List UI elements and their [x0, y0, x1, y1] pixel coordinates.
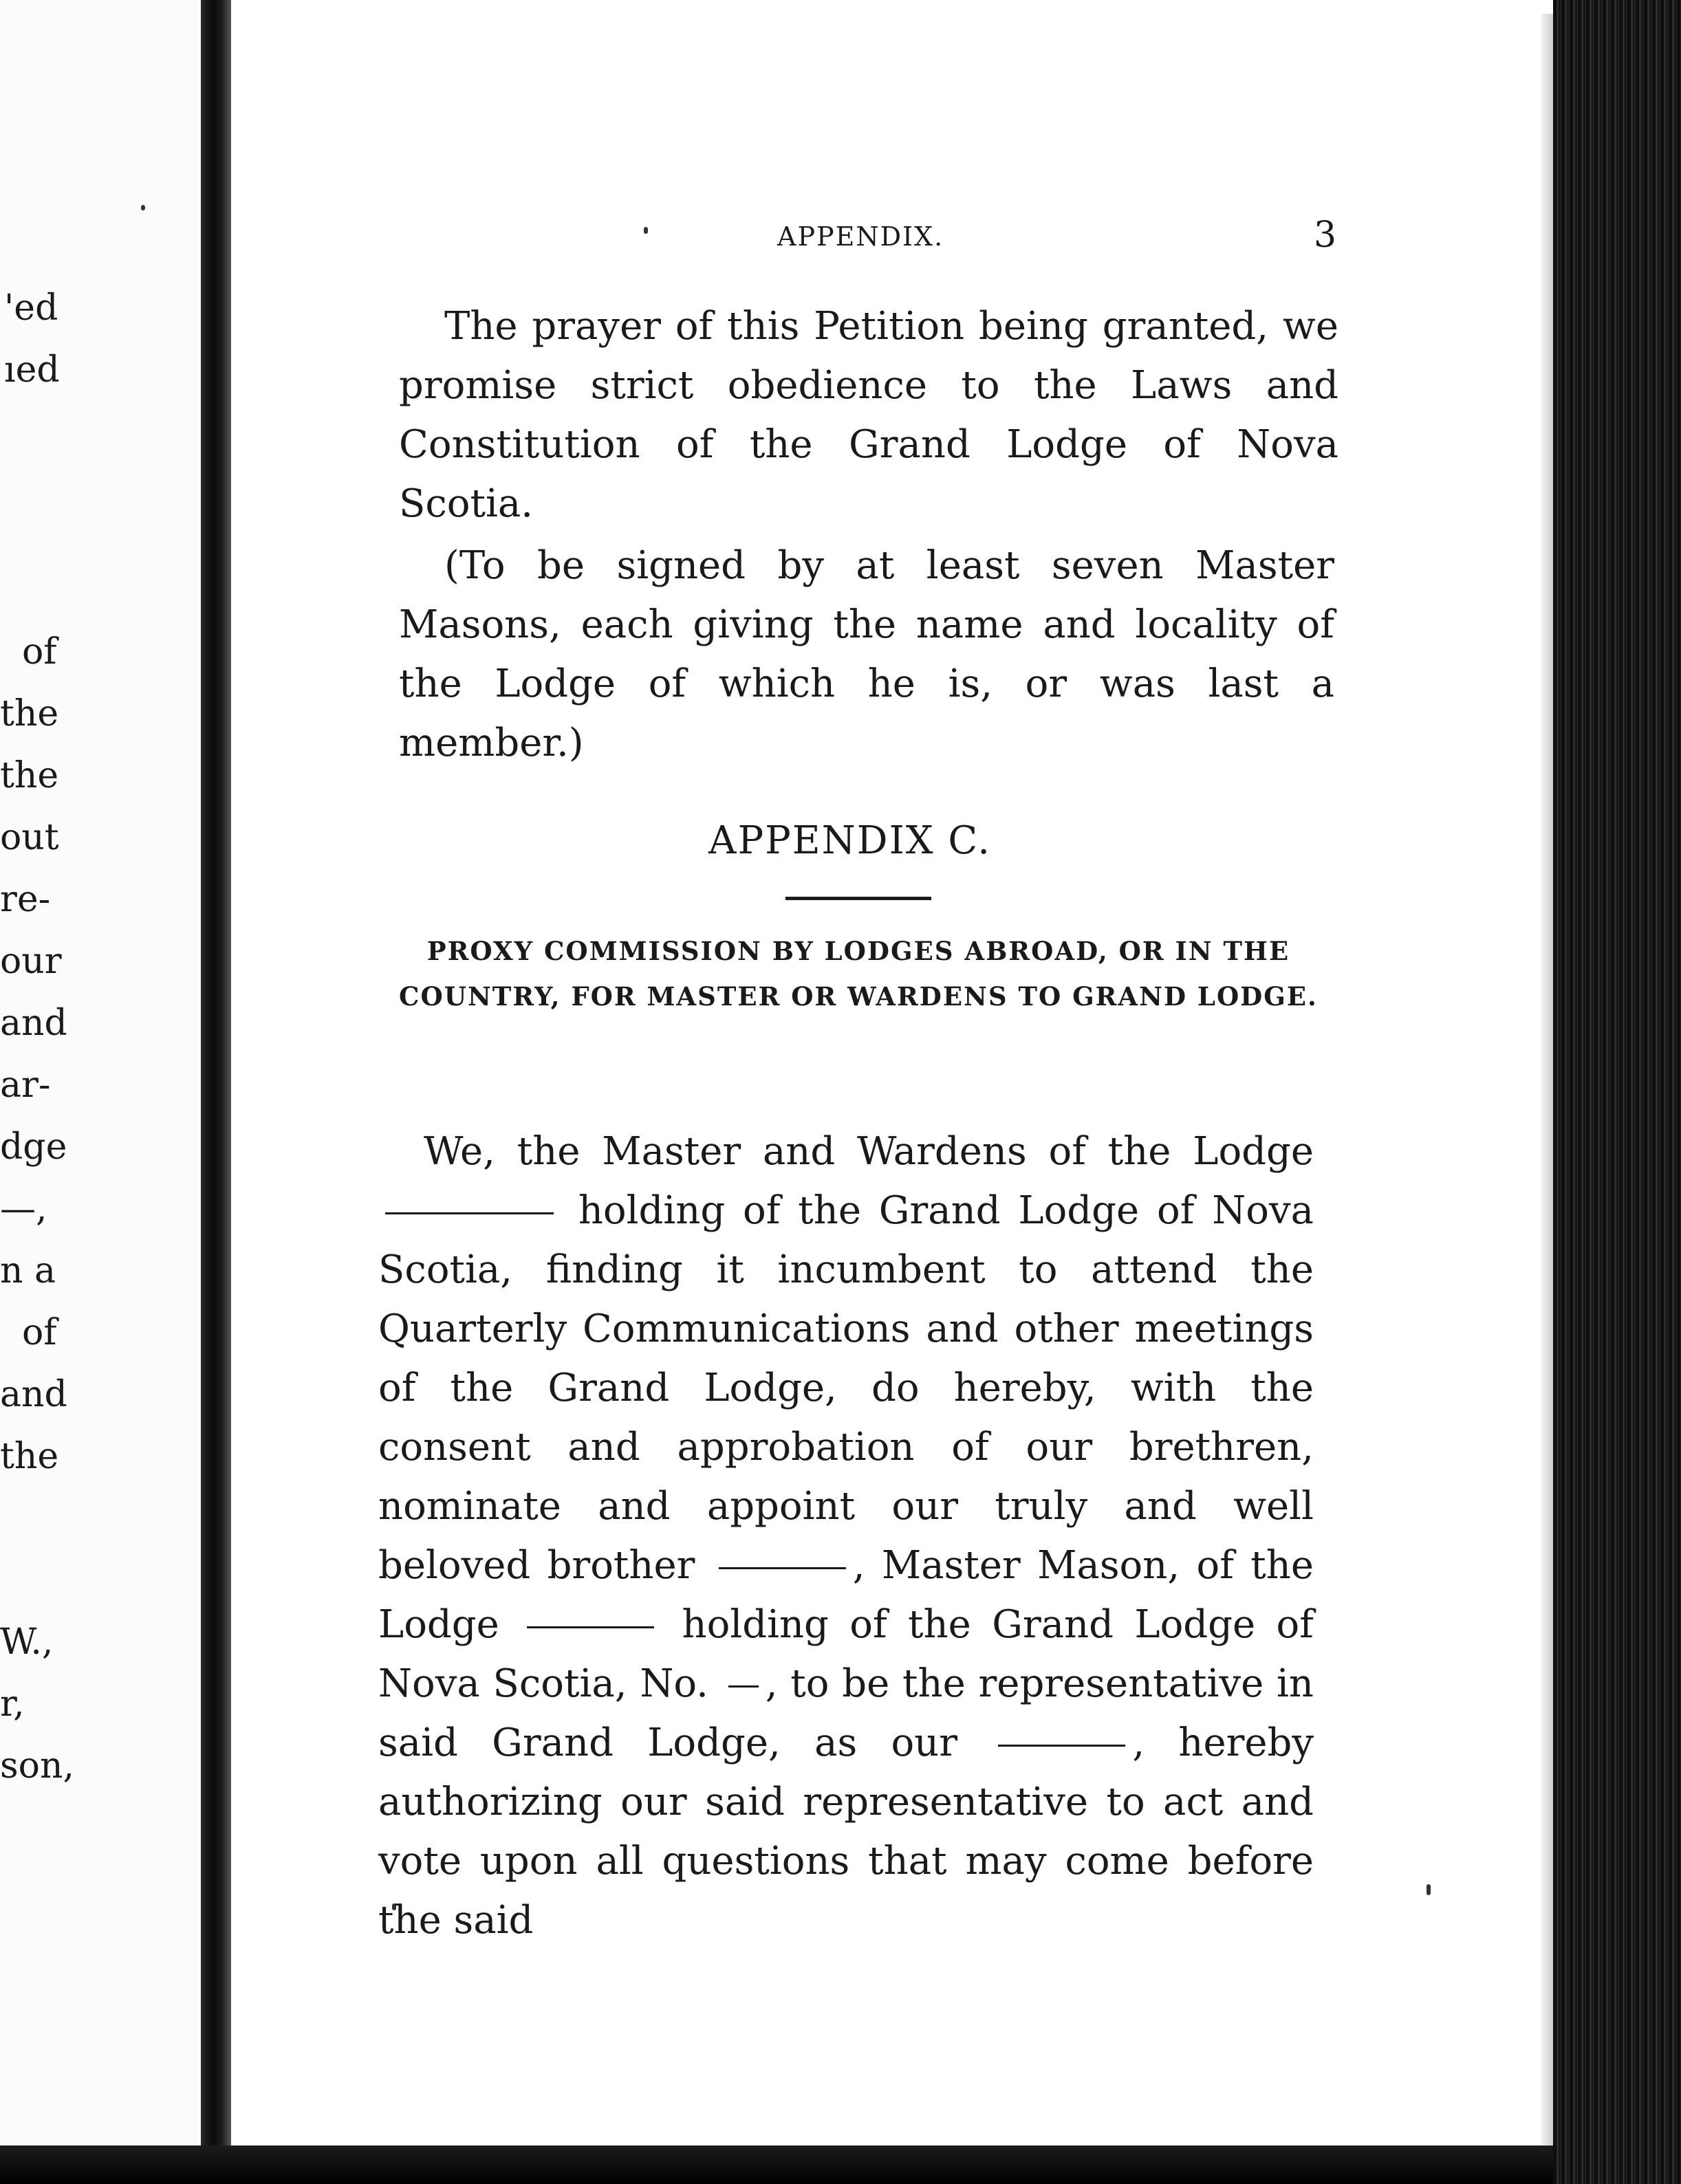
facing-page — [0, 0, 201, 2184]
left-page-fragment: son, — [0, 1745, 75, 1787]
blank-line — [728, 1685, 759, 1688]
book-edge — [1553, 0, 1681, 2184]
book-gutter — [201, 0, 231, 2145]
blank-line — [385, 1212, 554, 1214]
blank-line — [527, 1626, 654, 1628]
left-page-fragment: n a — [0, 1250, 56, 1291]
blank-line — [719, 1567, 846, 1569]
left-page-fragment: the — [0, 755, 59, 796]
left-page-fragment: the — [0, 693, 59, 734]
left-page-fragment: and — [0, 1003, 67, 1044]
left-page-fragment: and — [0, 1374, 67, 1415]
ink-speck — [1427, 1884, 1431, 1895]
body-segment: We, the Master and Wardens of the Lodge — [424, 1129, 1314, 1174]
body-segment: , Master Mason, of the Lodge — [378, 1543, 1314, 1647]
appendix-heading: APPENDIX C. — [708, 818, 992, 863]
signing-note: (To be signed by at least seven Master Masons, each giving the name and locality of the Lodge of which he is, or was last a member.) — [399, 543, 1334, 765]
left-page-fragment: re- — [0, 879, 51, 920]
bottom-edge — [0, 2145, 1553, 2184]
left-page-fragment: ıed — [4, 349, 60, 391]
left-page-fragment: r, — [0, 1683, 25, 1725]
ink-speck — [644, 227, 648, 234]
left-page-fragment: W., — [0, 1621, 54, 1663]
body-segment: holding of the Grand Lodge of Nova Scotia, finding it incumbent to attend the Quarterly Communications and other meetings of the Grand Lodge, do hereby, with the consent and approbation of our brethren, nominate and appoint our truly and well beloved brother — [378, 1188, 1314, 1588]
left-page-fragment: out — [0, 817, 59, 858]
blank-line — [998, 1745, 1125, 1747]
appendix-subheading: PROXY COMMISSION BY LODGES ABROAD, OR IN THE COUNTRY, FOR MASTER OR WARDENS TO GRAND LODGE. — [399, 936, 1318, 1012]
left-page-fragment: 'ed — [4, 287, 58, 329]
left-page-fragment: dge — [0, 1126, 67, 1168]
left-page-fragment: ar- — [0, 1064, 51, 1106]
body-segment: , to be the representative in said Grand Lodge, as our — [378, 1661, 1314, 1765]
page-number: 3 — [1314, 215, 1337, 256]
left-page-fragment: of — [22, 1312, 57, 1353]
left-page-fragment: the — [0, 1436, 59, 1477]
left-page-fragment: —, — [0, 1188, 47, 1230]
page-edge-shadow — [1541, 14, 1553, 2145]
body-segment: holding of the Grand Lodge of Nova Scotia, No. — [378, 1602, 1314, 1706]
ink-speck — [141, 205, 145, 210]
left-page-fragment: of — [22, 631, 57, 673]
running-head: APPENDIX. — [777, 221, 944, 252]
body-segment: , hereby authorizing our said representative to act and vote upon all questions that may come before the said — [378, 1721, 1314, 1943]
left-page-fragment: our — [0, 941, 62, 982]
petition-closing-paragraph: The prayer of this Petition being granted, we promise strict obedience to the Laws and Constitution of the Grand Lodge of Nova Scotia. — [399, 304, 1338, 526]
proxy-commission-text — [378, 1122, 1314, 1950]
heading-rule — [785, 897, 931, 900]
